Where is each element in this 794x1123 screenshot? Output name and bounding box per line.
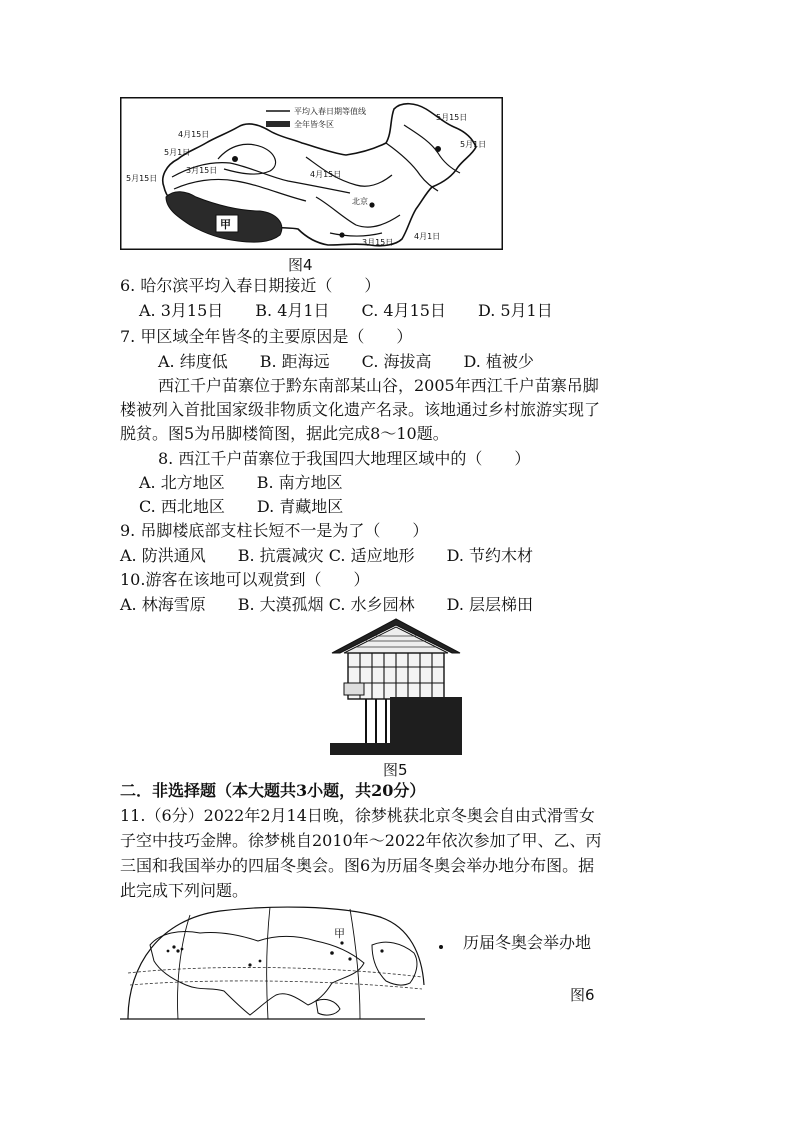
- label-beijing: 北京: [352, 197, 368, 206]
- label-apr15-nw: 4月15日: [178, 130, 210, 139]
- arctic-dashed-line: [128, 967, 422, 977]
- label-jia: 甲: [220, 218, 231, 231]
- china-spring-map: [120, 97, 503, 250]
- label-may15-w: 5月15日: [126, 174, 158, 183]
- q7-stem: 7. 甲区域全年皆冬的主要原因是（ ）: [120, 327, 413, 346]
- city-dot-south: [339, 232, 344, 237]
- label-jia-fig6: 甲: [334, 927, 345, 940]
- label-mar15-nw: 3月15日: [186, 166, 218, 175]
- eurasia-outline: [150, 932, 364, 1016]
- legend-isoline-label: 平均入春日期等值线: [294, 107, 366, 116]
- island-outline: [316, 999, 340, 1015]
- stilts: [366, 699, 386, 743]
- q11-line-4: 此完成下列问题。: [120, 881, 249, 900]
- q11-line-3: 三国和我国举办的四届冬奥会。图6为历届冬奥会举办地分布图。据: [120, 856, 595, 875]
- passage-line-3: 脱贫。图5为吊脚楼简图，据此完成8～10题。: [120, 424, 449, 443]
- figure-6: [120, 905, 425, 1020]
- q8-options-row1: A. 北方地区 B. 南方地区: [139, 473, 343, 492]
- figure-6-caption: 图6: [570, 986, 595, 1004]
- label-apr15-c: 4月15日: [310, 170, 342, 179]
- passage-line-2: 楼被列入首批国家级非物质文化遗产名录。该地通过乡村旅游实现了: [120, 400, 601, 419]
- tropic-dashed-line: [130, 981, 422, 989]
- map-graticule-outline: [128, 907, 424, 1019]
- city-dot-harbin: [435, 146, 441, 152]
- q9-stem: 9. 吊脚楼底部支柱长短不一是为了（ ）: [120, 521, 429, 540]
- north-america-outline: [372, 942, 417, 985]
- section-2-heading: 二．非选择题（本大题共3小题，共20分）: [120, 781, 426, 800]
- balcony: [344, 683, 364, 695]
- q8-stem: 8. 西江千户苗寨位于我国四大地理区域中的（ ）: [158, 449, 531, 468]
- figure-4: [120, 97, 503, 250]
- q9-options: A. 防洪通风 B. 抗震减灾 C. 适应地形 D. 节约木材: [120, 546, 534, 565]
- q6-stem: 6. 哈尔滨平均入春日期接近（ ）: [120, 276, 381, 295]
- label-may15-ne: 5月15日: [436, 113, 468, 122]
- q11-line-2: 子空中技巧金牌。徐梦桃自2010年～2022年依次参加了甲、乙、丙: [120, 831, 602, 850]
- city-dot-beijing: [369, 202, 374, 207]
- label-mar15-s: 3月15日: [362, 238, 394, 247]
- figure-5: [330, 617, 462, 755]
- meridians: [178, 907, 361, 1019]
- q6-options: A. 3月15日 B. 4月1日 C. 4月15日 D. 5月1日: [139, 301, 553, 320]
- city-dot-1: [232, 156, 238, 162]
- label-apr1-s: 4月1日: [414, 232, 441, 241]
- stilt-house-drawing: [330, 617, 462, 755]
- low-ground: [330, 743, 390, 755]
- hillside-ground: [390, 697, 462, 755]
- label-may1-nw: 5月1日: [164, 148, 191, 157]
- q8-options-row2: C. 西北地区 D. 青藏地区: [139, 497, 344, 516]
- figure-6-legend: 历届冬奥会举办地: [463, 933, 592, 952]
- legend-dot-icon: [439, 945, 443, 949]
- figure-5-caption: 图5: [383, 761, 408, 779]
- passage-line-1: 西江千户苗寨位于黔东南部某山谷，2005年西江千户苗寨吊脚: [158, 376, 599, 395]
- figure-4-caption: 图4: [288, 256, 313, 274]
- q10-stem: 10.游客在该地可以观赏到（ ）: [120, 570, 370, 589]
- legend-winter-label: 全年皆冬区: [294, 120, 334, 129]
- label-may1-ne: 5月1日: [460, 140, 487, 149]
- winter-olympics-map: [120, 905, 425, 1020]
- legend-winter-symbol: [266, 121, 290, 127]
- q10-options: A. 林海雪原 B. 大漠孤烟 C. 水乡园林 D. 层层梯田: [120, 595, 534, 614]
- q7-options: A. 纬度低 B. 距海远 C. 海拔高 D. 植被少: [158, 352, 534, 371]
- q11-line-1: 11.（6分）2022年2月14日晚，徐梦桃获北京冬奥会自由式滑雪女: [120, 806, 595, 825]
